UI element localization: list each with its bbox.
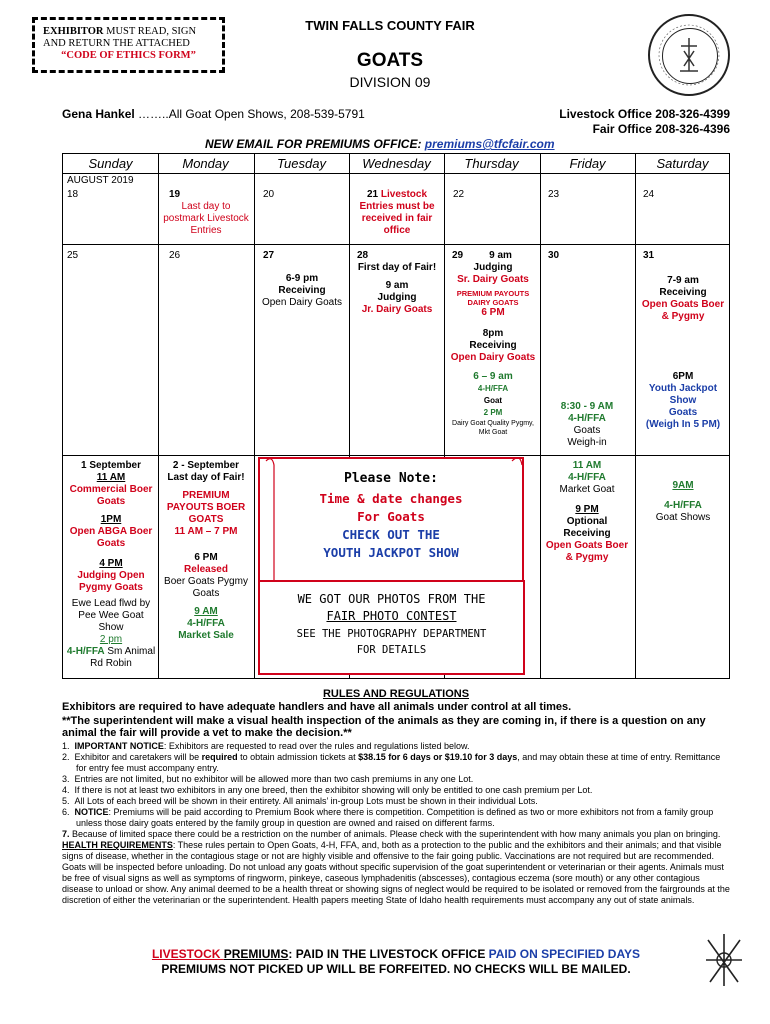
email-line — [205, 137, 555, 151]
day-header-tuesday: Tuesday — [277, 156, 326, 171]
photo-line-3: SEE THE PHOTOGRAPHY DEPARTMENT — [296, 628, 487, 640]
tuesday-27-events: 6-9 pm Receiving Open Dairy Goats — [261, 273, 343, 308]
month-label: AUGUST 2019 — [67, 175, 134, 186]
check-out-line: CHECK OUT THE — [342, 527, 440, 542]
date-20: 20 — [263, 189, 275, 200]
friday-30-events: 8:30 - 9 AM 4-H/FFA Goats Weigh-in — [560, 401, 614, 448]
wednesday-28-events: 28 First day of Fair! 9 am Judging Jr. Dairy Goats — [357, 250, 437, 315]
rules-list — [62, 741, 730, 906]
species-title: GOATS — [356, 50, 424, 71]
date-26: 26 — [169, 250, 181, 261]
friday-sept-6-events: 11 AM 4-H/FFA Market Goat 9 PM Optional Receiving Open Goats Boer & Pygmy — [545, 460, 629, 563]
time-change-line: Time & date changes — [319, 491, 463, 506]
day-header-saturday: Saturday — [656, 156, 709, 171]
fair-office-phone: Fair Office 208-326-4396 — [592, 122, 730, 136]
date-22: 22 — [453, 189, 465, 200]
entries-deadline-note: 21 Livestock Entries must be received in fair office — [359, 189, 435, 236]
superintendent-contact — [62, 107, 365, 121]
premiums-footer-line-1: LIVESTOCK PREMIUMS: PAID IN THE LIVESTOCK OFFICE PAID ON SPECIFIED DAYS — [151, 947, 641, 961]
code-of-ethics-notice — [32, 17, 225, 73]
rule-3: 3. Entries are not limited, but no exhibitor will be allowed more than two cash premiums in any one Lot. — [62, 774, 474, 784]
contact-description: ……..All Goat Open Shows, 208-539-5791 — [138, 107, 365, 121]
rule-6: 6. NOTICE: Premiums will be paid according to Premium Book where there is competition. Competition is defined as two or more exhibitors not from a family group unless those dairy goats entered by the family group in question are owned and raised on different farms. — [62, 807, 714, 828]
saturday-sept-7-events: 9AM 4-H/FFA Goat Shows — [655, 480, 711, 523]
rule-1: 1. IMPORTANT NOTICE: Exhibitors are requested to read over the rules and regulations listed below. — [62, 741, 470, 751]
date-31: 31 — [643, 250, 655, 261]
exhibitor-word: EXHIBITOR — [43, 26, 104, 37]
date-25: 25 — [67, 250, 79, 261]
email-link[interactable]: premiums@tfcfair.com — [424, 137, 555, 151]
date-27: 27 — [263, 250, 275, 261]
youth-jackpot-line: YOUTH JACKPOT SHOW — [323, 545, 459, 560]
sunday-sept-1-events: 1 September 11 AM Commercial Boer Goats 1PM Open ABGA Boer Goats 4 PM Judging Open Pygmy Goats Ewe Lead flwd by Pee Wee Goat Show 2 pm 4-H/FFA Sm Animal Rd Robin — [66, 460, 156, 669]
goat-emblem-icon — [702, 930, 746, 990]
code-of-ethics-link[interactable]: “CODE OF ETHICS FORM” — [61, 50, 196, 61]
date-30: 30 — [548, 250, 560, 261]
rule-5: 5. All Lots of each breed will be shown in their entirety. All animals’ in-group Lots must be shown in their individual Lots. — [62, 796, 538, 806]
monday-sept-2-events: 2 - September Last day of Fair! PREMIUM PAYOUTS BOER GOATS 11 AM – 7 PM 6 PM Released Boer Goats Pygmy Goats 9 AM 4-H/FFA Market Sale — [164, 460, 248, 641]
for-goats-line: For Goats — [357, 509, 425, 524]
exhibitor-instructions: MUST READ, SIGN AND RETURN THE ATTACHED — [43, 26, 197, 49]
livestock-office-phone: Livestock Office 208-326-4399 — [559, 107, 730, 121]
rules-health-inspection: **The superintendent will make a visual health inspection of the animals as they are coming in, if there is a question on any animal the fair will provide a vet to make the decision.** — [62, 715, 706, 739]
photo-line-1: WE GOT OUR PHOTOS FROM THE — [297, 592, 486, 606]
day-header-monday: Monday — [182, 156, 229, 171]
photo-contest-box — [258, 580, 525, 675]
photo-line-4: FOR DETAILS — [356, 644, 427, 656]
health-requirements: HEALTH REQUIREMENTS: These rules pertain to Open Goats, 4-H, FFA, and, both as a protection to the public and the exhibitors and their animals; and that visible signs of disease, whether in the contagious stage or not are highly visible and offensive to the fair going public. Vaccinations are not required but are recommended. Goats will be inspected before unloading. Do not unload any goats without specific supervision of the goat superintendent or veterinarian or their agents. Animals must be free of visual signs as well as symptoms of ringworm, pinkeye, caseous lymphadenitis (abscesses), contagious eczema (sore mouth) or any other contagious disease to unload or show. Any animal deemed to be a health threat or showing signs of neglect would be required to be isolated or removed from the fairgrounds at the discretion of either the veterinarian or the superintendent. Health papers meeting State of Idaho health requirements must accompany any out of state animals. — [62, 840, 730, 905]
last-day-postmark-note: Last day to postmark Livestock Entries — [163, 201, 249, 236]
contact-name: Gena Hankel — [62, 107, 139, 121]
email-label: NEW EMAIL FOR PREMIUMS OFFICE: — [205, 137, 422, 151]
please-note-title: Please Note: — [344, 471, 438, 486]
day-header-friday: Friday — [569, 156, 606, 171]
date-18: 18 — [67, 189, 79, 200]
saturday-31-events: 7-9 am Receiving Open Goats Boer & Pygmy 6PM Youth Jackpot Show Goats (Weigh In 5 PM) — [641, 275, 725, 430]
rule-2: 2. Exhibitor and caretakers will be required to obtain admission tickets at $38.15 for 6 days or $19.10 for 3 days, and may obtain these at time of entry. Remittance for entry fee must accompany entry. — [62, 752, 721, 773]
date-24: 24 — [643, 189, 655, 200]
division-title: DIVISION 09 — [349, 74, 431, 90]
date-21: 21 — [366, 189, 379, 200]
premiums-footer-line-2: PREMIUMS NOT PICKED UP WILL BE FORFEITED. NO CHECKS WILL BE MAILED. — [161, 962, 631, 976]
fair-seal-logo — [648, 14, 730, 96]
rules-handlers: Exhibitors are required to have adequate handlers and have all animals under control at all times. — [62, 701, 572, 713]
thursday-29-events: 29 9 am Judging Sr. Dairy Goats PREMIUM PAYOUTS DAIRY GOATS 6 PM 8pm Receiving Open Dairy Goats 6 – 9 am 4-H/FFA Goat 2 PM Dairy Goat Quality Pygmy, Mkt Goat — [450, 250, 536, 436]
day-header-thursday: Thursday — [464, 156, 519, 171]
rule-4: 4. If there is not at least two exhibitors in any one breed, then the exhibitor showing will only be entitled to one cash premium per Lot. — [62, 785, 593, 795]
rule-7: 7. Because of limited space there could be a restriction on the number of animals. Please check with the superintendent with how many animals you plan on bringing. — [62, 829, 721, 839]
photo-line-2: FAIR PHOTO CONTEST — [326, 609, 457, 623]
day-header-wednesday: Wednesday — [362, 156, 431, 171]
fair-title: TWIN FALLS COUNTY FAIR — [305, 18, 475, 33]
date-23: 23 — [548, 189, 560, 200]
rules-heading: RULES AND REGULATIONS — [322, 688, 470, 700]
date-19: 19 — [169, 189, 181, 200]
day-header-sunday: Sunday — [88, 156, 133, 171]
